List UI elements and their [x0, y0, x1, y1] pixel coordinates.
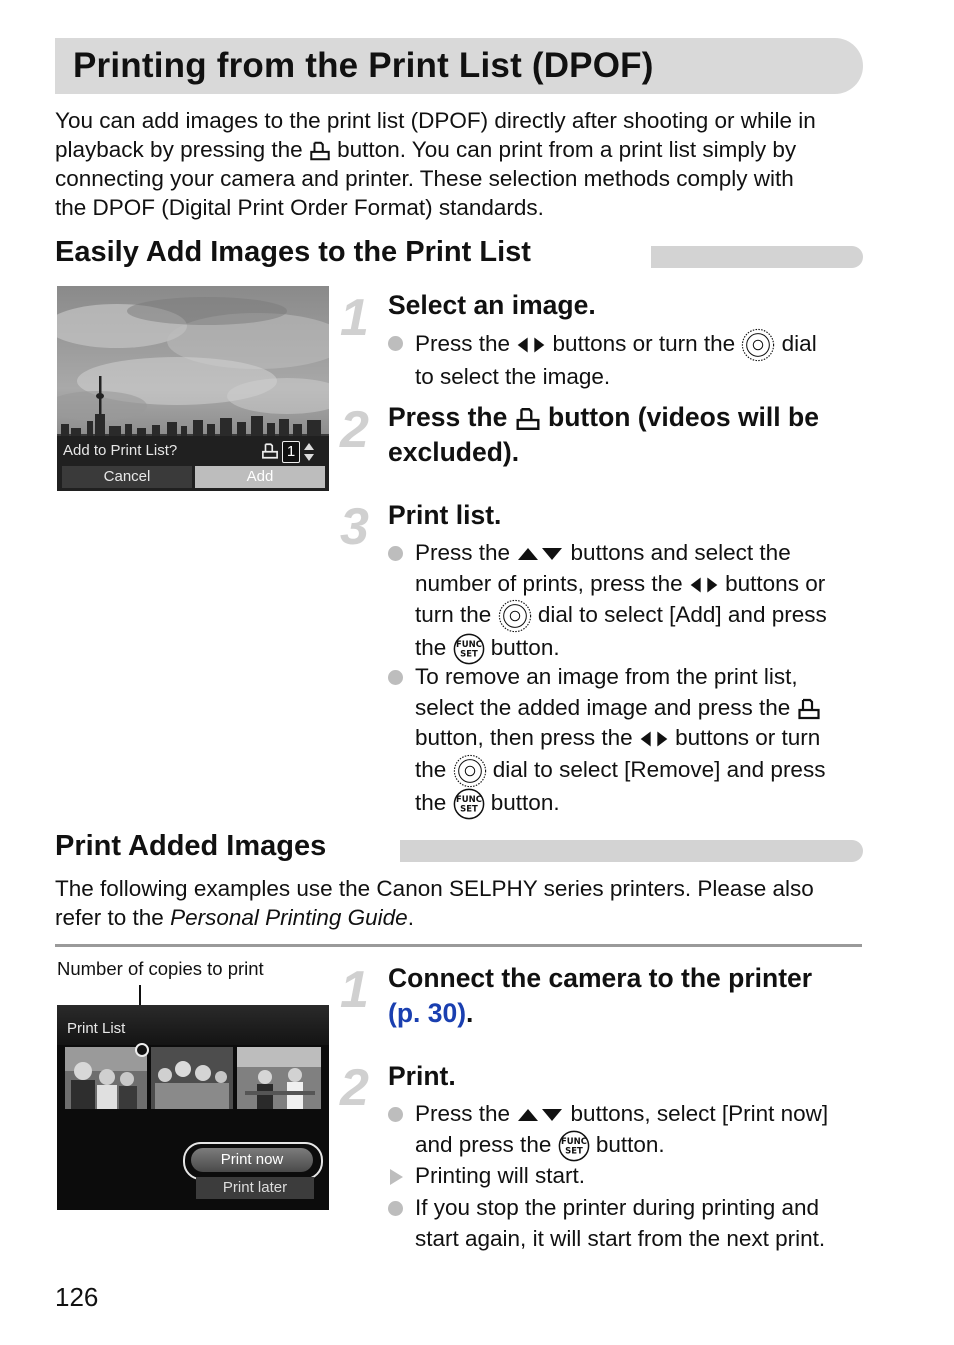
section-heading-add: Easily Add Images to the Print List [55, 236, 531, 268]
intro-line: connecting your camera and printer. These selection methods comply with [55, 166, 794, 191]
up-down-buttons-icon [516, 1106, 564, 1124]
step-title: Print. [388, 1061, 456, 1091]
print-intro: The following examples use the Canon SELPHY series printers. Please also refer to the Personal Printing Guide. [55, 876, 814, 930]
bullet-icon [388, 1107, 403, 1122]
print-button-icon [515, 406, 541, 432]
step-number: 3 [340, 498, 369, 556]
print-button-icon [309, 140, 331, 162]
print-icon [261, 442, 279, 460]
intro-paragraph [55, 106, 875, 222]
bullet-item: Press the buttons and select the number of prints, press the buttons or turn the dial to select [Add] and press the button. [388, 538, 868, 665]
step-number: 2 [340, 1059, 369, 1117]
step-title: Select an image. [388, 290, 596, 320]
title-banner [55, 38, 863, 94]
screen-title: Print List [67, 1020, 126, 1037]
bullet-icon [388, 336, 403, 351]
control-dial-icon [453, 754, 487, 788]
camera-screen-add [57, 286, 329, 491]
step-title: Press the button (videos will be excluded). [388, 402, 819, 467]
func-set-button-icon [453, 633, 485, 665]
add-prompt-label: Add to Print List? [63, 442, 178, 459]
camera-screen-print-list [57, 1005, 329, 1210]
print-button-icon [797, 697, 821, 721]
guide-title: Personal Printing Guide [170, 905, 408, 930]
cancel-button[interactable]: Cancel [62, 466, 192, 488]
func-set-button-icon [453, 788, 485, 820]
left-right-buttons-icon [639, 729, 669, 749]
bullet-icon [388, 1201, 403, 1216]
page-title: Printing from the Print List (DPOF) [73, 46, 654, 85]
bullet-icon [388, 670, 403, 685]
bullet-item: If you stop the printer during printing and start again, it will start from the next print. [388, 1193, 868, 1254]
step-number: 1 [340, 961, 369, 1019]
copies-counter[interactable]: 1 [282, 441, 300, 463]
intro-line: playback by pressing the button. You can print from a print list simply by [55, 137, 797, 162]
func-set-button-icon [558, 1130, 590, 1162]
left-right-buttons-icon [689, 575, 719, 595]
section-heading-print: Print Added Images [55, 830, 327, 862]
divider [55, 944, 862, 947]
bullet-item: Press the buttons, select [Print now] and press the button. [388, 1099, 868, 1162]
step-number: 1 [340, 289, 369, 347]
bullet-item: To remove an image from the print list, select the added image and press the button, then press the buttons or turn the dial to select [Remove] and press the button. [388, 662, 868, 820]
step-number: 2 [340, 401, 369, 459]
intro-line: the DPOF (Digital Print Order Format) standards. [55, 195, 544, 220]
section-heading-bar [651, 246, 863, 268]
control-dial-icon [741, 328, 775, 362]
copies-indicator [135, 1043, 149, 1057]
intro-line: You can add images to the print list (DPOF) directly after shooting or while in [55, 108, 816, 133]
page-number: 126 [55, 1282, 99, 1312]
print-later-button[interactable]: Print later [196, 1177, 314, 1199]
thumbnail-strip [65, 1047, 321, 1109]
left-right-buttons-icon [516, 335, 546, 355]
print-now-button[interactable]: Print now [191, 1148, 313, 1172]
result-arrow-icon [390, 1169, 403, 1185]
bullet-item: Press the buttons or turn the dial to select the image. [388, 328, 868, 393]
section-heading-bar [400, 840, 863, 862]
result-item: Printing will start. [388, 1161, 868, 1192]
add-button[interactable]: Add [195, 466, 325, 488]
up-down-icon [303, 441, 315, 463]
step-title: Connect the camera to the printer (p. 30). [388, 963, 813, 1028]
control-dial-icon [498, 599, 532, 633]
page-reference-link[interactable]: (p. 30) [388, 998, 467, 1028]
step-title: Print list. [388, 500, 502, 530]
callout-label: Number of copies to print [57, 958, 264, 979]
bullet-icon [388, 546, 403, 561]
up-down-buttons-icon [516, 545, 564, 563]
